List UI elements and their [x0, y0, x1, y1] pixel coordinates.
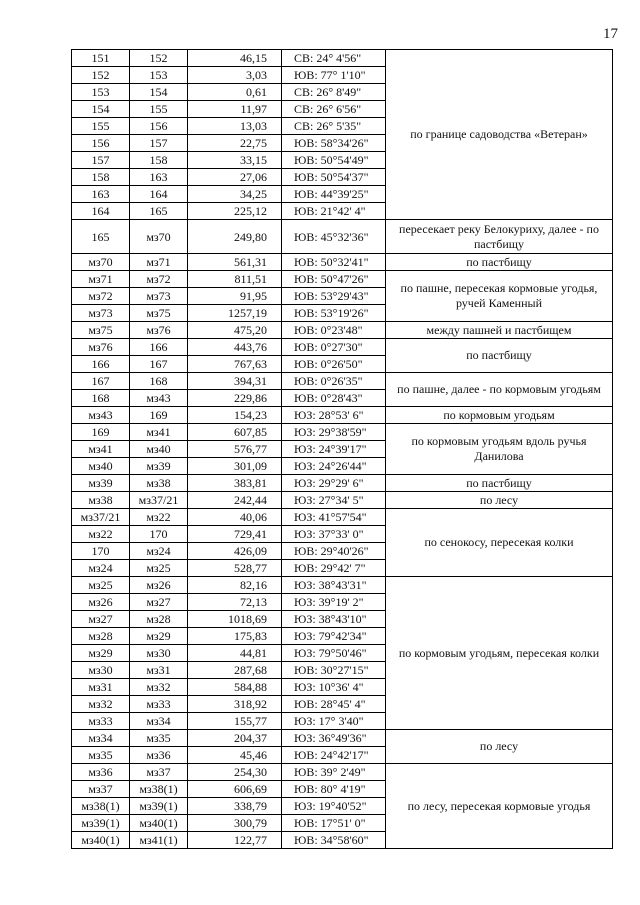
point-from-cell: мз72: [72, 288, 130, 305]
point-from-cell: мз43: [72, 407, 130, 424]
point-to-cell: мз33: [130, 696, 188, 713]
azimuth-cell: ЮЗ: 36°49'36": [282, 730, 386, 747]
azimuth-cell: ЮВ: 0°23'48": [282, 322, 386, 339]
point-to-cell: мз70: [130, 220, 188, 254]
boundary-table: [71, 49, 613, 849]
boundary-description-cell: по пашне, пересекая кормовые угодья, ручей Каменный: [386, 271, 613, 322]
boundary-description-cell: по пашне, далее - по кормовым угодьям: [386, 373, 613, 407]
length-cell: 576,77: [188, 441, 282, 458]
boundary-description-cell: по лесу: [386, 492, 613, 509]
boundary-description-cell: пересекает реку Белокуриху, далее - по пастбищу: [386, 220, 613, 254]
length-cell: 11,97: [188, 101, 282, 118]
length-cell: 475,20: [188, 322, 282, 339]
point-to-cell: мз24: [130, 543, 188, 560]
point-from-cell: мз37/21: [72, 509, 130, 526]
boundary-description-cell: по границе садоводства «Ветеран»: [386, 50, 613, 220]
azimuth-cell: ЮЗ: 29°29' 6": [282, 475, 386, 492]
azimuth-cell: СВ: 26° 6'56": [282, 101, 386, 118]
length-cell: 3,03: [188, 67, 282, 84]
length-cell: 318,92: [188, 696, 282, 713]
point-from-cell: мз32: [72, 696, 130, 713]
length-cell: 13,03: [188, 118, 282, 135]
boundary-description-cell: по кормовым угодьям, пересекая колки: [386, 577, 613, 730]
boundary-description-cell: по пастбищу: [386, 475, 613, 492]
length-cell: 301,09: [188, 458, 282, 475]
azimuth-cell: ЮЗ: 10°36' 4": [282, 679, 386, 696]
length-cell: 0,61: [188, 84, 282, 101]
point-from-cell: мз30: [72, 662, 130, 679]
table-row: [72, 730, 613, 747]
length-cell: 1018,69: [188, 611, 282, 628]
point-to-cell: мз75: [130, 305, 188, 322]
length-cell: 394,31: [188, 373, 282, 390]
length-cell: 46,15: [188, 50, 282, 67]
table-row: [72, 322, 613, 339]
azimuth-cell: ЮЗ: 24°39'17": [282, 441, 386, 458]
point-from-cell: мз71: [72, 271, 130, 288]
point-from-cell: мз38: [72, 492, 130, 509]
point-to-cell: 165: [130, 203, 188, 220]
azimuth-cell: ЮВ: 30°27'15": [282, 662, 386, 679]
point-from-cell: мз34: [72, 730, 130, 747]
point-from-cell: 151: [72, 50, 130, 67]
azimuth-cell: ЮЗ: 38°43'31": [282, 577, 386, 594]
point-to-cell: мз30: [130, 645, 188, 662]
length-cell: 204,37: [188, 730, 282, 747]
table-row: [72, 373, 613, 390]
azimuth-cell: ЮВ: 21°42' 4": [282, 203, 386, 220]
point-to-cell: 156: [130, 118, 188, 135]
point-to-cell: 155: [130, 101, 188, 118]
length-cell: 383,81: [188, 475, 282, 492]
length-cell: 45,46: [188, 747, 282, 764]
table-row: [72, 254, 613, 271]
point-from-cell: мз29: [72, 645, 130, 662]
point-to-cell: мз27: [130, 594, 188, 611]
length-cell: 254,30: [188, 764, 282, 781]
length-cell: 287,68: [188, 662, 282, 679]
azimuth-cell: ЮВ: 58°34'26": [282, 135, 386, 152]
azimuth-cell: СВ: 26° 5'35": [282, 118, 386, 135]
azimuth-cell: ЮЗ: 17° 3'40": [282, 713, 386, 730]
point-to-cell: мз34: [130, 713, 188, 730]
point-to-cell: мз26: [130, 577, 188, 594]
azimuth-cell: ЮВ: 0°26'35": [282, 373, 386, 390]
azimuth-cell: ЮВ: 29°40'26": [282, 543, 386, 560]
boundary-description-cell: по пастбищу: [386, 254, 613, 271]
length-cell: 528,77: [188, 560, 282, 577]
length-cell: 155,77: [188, 713, 282, 730]
point-to-cell: 164: [130, 186, 188, 203]
azimuth-cell: ЮВ: 80° 4'19": [282, 781, 386, 798]
length-cell: 72,13: [188, 594, 282, 611]
point-from-cell: 170: [72, 543, 130, 560]
azimuth-cell: ЮВ: 28°45' 4": [282, 696, 386, 713]
length-cell: 34,25: [188, 186, 282, 203]
point-from-cell: мз25: [72, 577, 130, 594]
azimuth-cell: ЮЗ: 38°43'10": [282, 611, 386, 628]
point-from-cell: 154: [72, 101, 130, 118]
table-row: [72, 339, 613, 356]
azimuth-cell: ЮЗ: 19°40'52": [282, 798, 386, 815]
point-to-cell: 158: [130, 152, 188, 169]
point-to-cell: 152: [130, 50, 188, 67]
point-to-cell: мз38: [130, 475, 188, 492]
point-to-cell: мз37/21: [130, 492, 188, 509]
length-cell: 122,77: [188, 832, 282, 849]
point-from-cell: мз31: [72, 679, 130, 696]
point-to-cell: мз41(1): [130, 832, 188, 849]
length-cell: 154,23: [188, 407, 282, 424]
page-number: 17: [603, 26, 618, 42]
length-cell: 44,81: [188, 645, 282, 662]
point-to-cell: 170: [130, 526, 188, 543]
point-to-cell: мз72: [130, 271, 188, 288]
azimuth-cell: ЮЗ: 79°50'46": [282, 645, 386, 662]
table-row: [72, 50, 613, 67]
azimuth-cell: ЮВ: 34°58'60": [282, 832, 386, 849]
length-cell: 729,41: [188, 526, 282, 543]
point-to-cell: мз76: [130, 322, 188, 339]
point-from-cell: мз36: [72, 764, 130, 781]
length-cell: 561,31: [188, 254, 282, 271]
azimuth-cell: ЮВ: 0°28'43": [282, 390, 386, 407]
azimuth-cell: ЮВ: 39° 2'49": [282, 764, 386, 781]
length-cell: 40,06: [188, 509, 282, 526]
length-cell: 82,16: [188, 577, 282, 594]
point-to-cell: мз29: [130, 628, 188, 645]
point-from-cell: 166: [72, 356, 130, 373]
boundary-table-body: [72, 50, 613, 849]
point-from-cell: 156: [72, 135, 130, 152]
length-cell: 229,86: [188, 390, 282, 407]
point-from-cell: 152: [72, 67, 130, 84]
point-from-cell: мз28: [72, 628, 130, 645]
azimuth-cell: ЮЗ: 29°38'59": [282, 424, 386, 441]
azimuth-cell: ЮВ: 77° 1'10": [282, 67, 386, 84]
point-to-cell: мз43: [130, 390, 188, 407]
table-row: [72, 424, 613, 441]
azimuth-cell: ЮЗ: 24°26'44": [282, 458, 386, 475]
length-cell: 811,51: [188, 271, 282, 288]
point-from-cell: мз39: [72, 475, 130, 492]
point-from-cell: мз73: [72, 305, 130, 322]
azimuth-cell: ЮЗ: 39°19' 2": [282, 594, 386, 611]
point-from-cell: мз38(1): [72, 798, 130, 815]
point-from-cell: мз70: [72, 254, 130, 271]
length-cell: 300,79: [188, 815, 282, 832]
point-to-cell: мз39(1): [130, 798, 188, 815]
boundary-description-cell: по лесу: [386, 730, 613, 764]
point-to-cell: 157: [130, 135, 188, 152]
azimuth-cell: ЮВ: 29°42' 7": [282, 560, 386, 577]
table-row: [72, 407, 613, 424]
table-row: [72, 509, 613, 526]
point-to-cell: мз37: [130, 764, 188, 781]
length-cell: 443,76: [188, 339, 282, 356]
point-from-cell: 169: [72, 424, 130, 441]
point-to-cell: мз38(1): [130, 781, 188, 798]
length-cell: 249,80: [188, 220, 282, 254]
point-to-cell: мз40: [130, 441, 188, 458]
azimuth-cell: ЮЗ: 27°34' 5": [282, 492, 386, 509]
azimuth-cell: СВ: 26° 8'49": [282, 84, 386, 101]
table-row: [72, 271, 613, 288]
azimuth-cell: ЮВ: 0°27'30": [282, 339, 386, 356]
point-from-cell: 158: [72, 169, 130, 186]
azimuth-cell: ЮВ: 45°32'36": [282, 220, 386, 254]
azimuth-cell: ЮЗ: 79°42'34": [282, 628, 386, 645]
point-to-cell: 163: [130, 169, 188, 186]
point-to-cell: мз28: [130, 611, 188, 628]
point-from-cell: 168: [72, 390, 130, 407]
point-to-cell: мз71: [130, 254, 188, 271]
point-from-cell: мз75: [72, 322, 130, 339]
point-to-cell: мз35: [130, 730, 188, 747]
length-cell: 91,95: [188, 288, 282, 305]
length-cell: 175,83: [188, 628, 282, 645]
boundary-description-cell: по кормовым угодьям: [386, 407, 613, 424]
azimuth-cell: ЮВ: 50°47'26": [282, 271, 386, 288]
azimuth-cell: ЮВ: 50°54'37": [282, 169, 386, 186]
azimuth-cell: ЮВ: 50°54'49": [282, 152, 386, 169]
point-to-cell: мз31: [130, 662, 188, 679]
azimuth-cell: ЮВ: 24°42'17": [282, 747, 386, 764]
boundary-description-cell: между пашней и пастбищем: [386, 322, 613, 339]
azimuth-cell: ЮЗ: 37°33' 0": [282, 526, 386, 543]
point-to-cell: мз36: [130, 747, 188, 764]
point-to-cell: мз39: [130, 458, 188, 475]
point-to-cell: мз22: [130, 509, 188, 526]
point-to-cell: мз73: [130, 288, 188, 305]
azimuth-cell: ЮВ: 50°32'41": [282, 254, 386, 271]
length-cell: 338,79: [188, 798, 282, 815]
boundary-description-cell: по кормовым угодьям вдоль ручья Данилова: [386, 424, 613, 475]
point-from-cell: 155: [72, 118, 130, 135]
point-from-cell: 153: [72, 84, 130, 101]
azimuth-cell: ЮВ: 53°29'43": [282, 288, 386, 305]
length-cell: 1257,19: [188, 305, 282, 322]
point-to-cell: 166: [130, 339, 188, 356]
length-cell: 22,75: [188, 135, 282, 152]
point-from-cell: 163: [72, 186, 130, 203]
point-from-cell: мз39(1): [72, 815, 130, 832]
point-to-cell: мз25: [130, 560, 188, 577]
point-to-cell: 153: [130, 67, 188, 84]
point-from-cell: мз26: [72, 594, 130, 611]
table-row: [72, 764, 613, 781]
azimuth-cell: ЮВ: 0°26'50": [282, 356, 386, 373]
point-from-cell: мз24: [72, 560, 130, 577]
boundary-description-cell: по сенокосу, пересекая колки: [386, 509, 613, 577]
point-from-cell: мз40(1): [72, 832, 130, 849]
length-cell: 33,15: [188, 152, 282, 169]
point-to-cell: 154: [130, 84, 188, 101]
point-from-cell: мз40: [72, 458, 130, 475]
azimuth-cell: ЮВ: 44°39'25": [282, 186, 386, 203]
table-row: [72, 220, 613, 254]
length-cell: 242,44: [188, 492, 282, 509]
length-cell: 606,69: [188, 781, 282, 798]
azimuth-cell: ЮЗ: 41°57'54": [282, 509, 386, 526]
table-row: [72, 475, 613, 492]
point-from-cell: мз33: [72, 713, 130, 730]
point-to-cell: мз32: [130, 679, 188, 696]
point-from-cell: мз35: [72, 747, 130, 764]
azimuth-cell: СВ: 24° 4'56": [282, 50, 386, 67]
azimuth-cell: ЮВ: 17°51' 0": [282, 815, 386, 832]
point-from-cell: мз37: [72, 781, 130, 798]
point-from-cell: мз22: [72, 526, 130, 543]
boundary-description-cell: по лесу, пересекая кормовые угодья: [386, 764, 613, 849]
point-from-cell: мз76: [72, 339, 130, 356]
point-to-cell: 168: [130, 373, 188, 390]
point-from-cell: мз27: [72, 611, 130, 628]
length-cell: 767,63: [188, 356, 282, 373]
point-from-cell: 165: [72, 220, 130, 254]
boundary-description-cell: по пастбищу: [386, 339, 613, 373]
table-row: [72, 492, 613, 509]
length-cell: 607,85: [188, 424, 282, 441]
length-cell: 27,06: [188, 169, 282, 186]
point-to-cell: 167: [130, 356, 188, 373]
length-cell: 225,12: [188, 203, 282, 220]
table-row: [72, 577, 613, 594]
length-cell: 426,09: [188, 543, 282, 560]
point-from-cell: 157: [72, 152, 130, 169]
point-to-cell: 169: [130, 407, 188, 424]
length-cell: 584,88: [188, 679, 282, 696]
point-to-cell: мз40(1): [130, 815, 188, 832]
point-from-cell: 164: [72, 203, 130, 220]
point-from-cell: мз41: [72, 441, 130, 458]
point-to-cell: мз41: [130, 424, 188, 441]
azimuth-cell: ЮЗ: 28°53' 6": [282, 407, 386, 424]
point-from-cell: 167: [72, 373, 130, 390]
azimuth-cell: ЮВ: 53°19'26": [282, 305, 386, 322]
